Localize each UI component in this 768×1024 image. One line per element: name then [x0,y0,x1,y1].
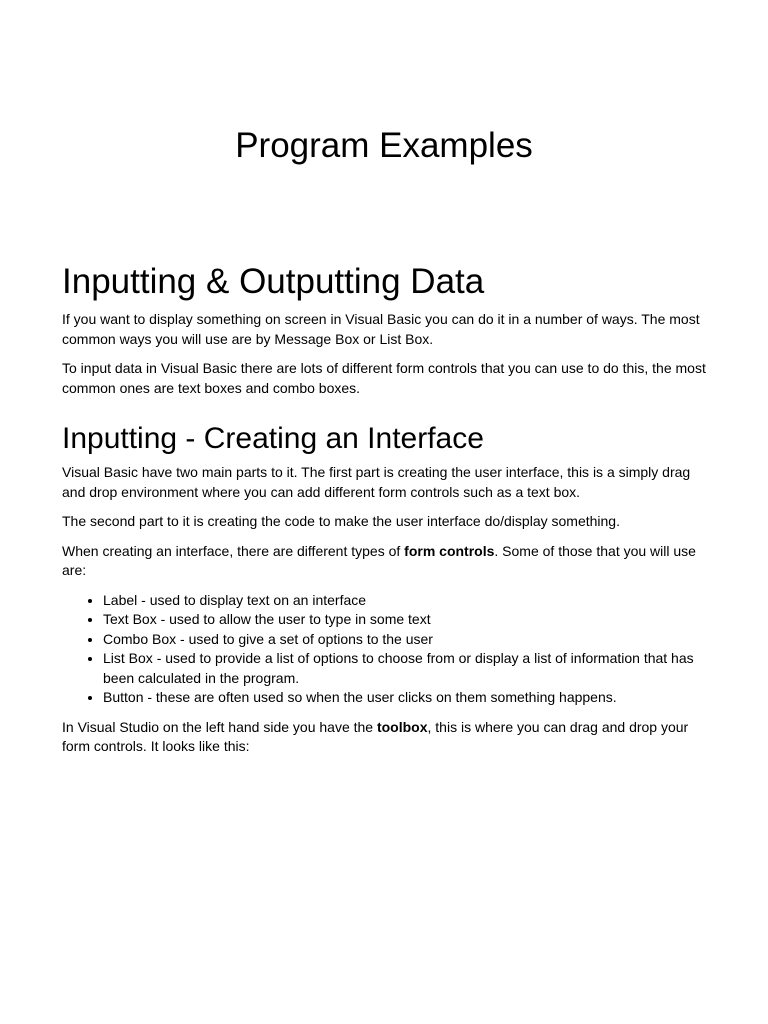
document-body [62,260,710,767]
paragraph-form-controls-intro [62,542,710,581]
paragraph-input-ways: To input data in Visual Basic there are lots of different form controls that you can use to do this, the most common ones are text boxes and combo boxes. [62,360,706,396]
document-title: Program Examples [235,126,533,165]
list-item-combo-box: • Combo Box - used to give a set of options to the user [103,630,710,650]
paragraph-toolbox [62,718,710,757]
section-heading-input-output: Inputting & Outputting Data [62,262,485,301]
toolbox-term: toolbox [376,718,428,735]
toolbox-text-after: , this is where you can drag and drop your form controls. It looks like this: [62,718,689,754]
section-heading-creating-interface: Inputting - Creating an Interface [62,422,484,455]
intro-text-after: . Some of those that you will use are: [62,542,696,578]
paragraph-two-parts: Visual Basic have two main parts to it. The first part is creating the user interface, this is a simply drag and drop environment where you can add different form controls such as a text box. [62,464,691,500]
toolbox-text-before: In Visual Studio on the left hand side you have the [62,718,377,735]
paragraph-second-part: The second part to it is creating the code to make the user interface do/display something. [62,513,620,529]
list-item-list-box: • List Box - used to provide a list of options to choose from or display a list of information that has been calculated in the program. [103,649,710,688]
list-item-text-box: • Text Box - used to allow the user to type in some text [103,610,710,630]
intro-text-before: When creating an interface, there are different types of [62,542,405,559]
list-item-button: • Button - these are often used so when the user clicks on them something happens. [103,688,710,708]
list-item-label: • Label - used to display text on an interface [103,591,710,611]
form-controls-term: form controls [404,542,495,559]
paragraph-output-ways: If you want to display something on screen in Visual Basic you can do it in a number of ways. The most common ways you will use are by Message Box or List Box. [62,311,700,347]
form-controls-list [62,591,710,708]
